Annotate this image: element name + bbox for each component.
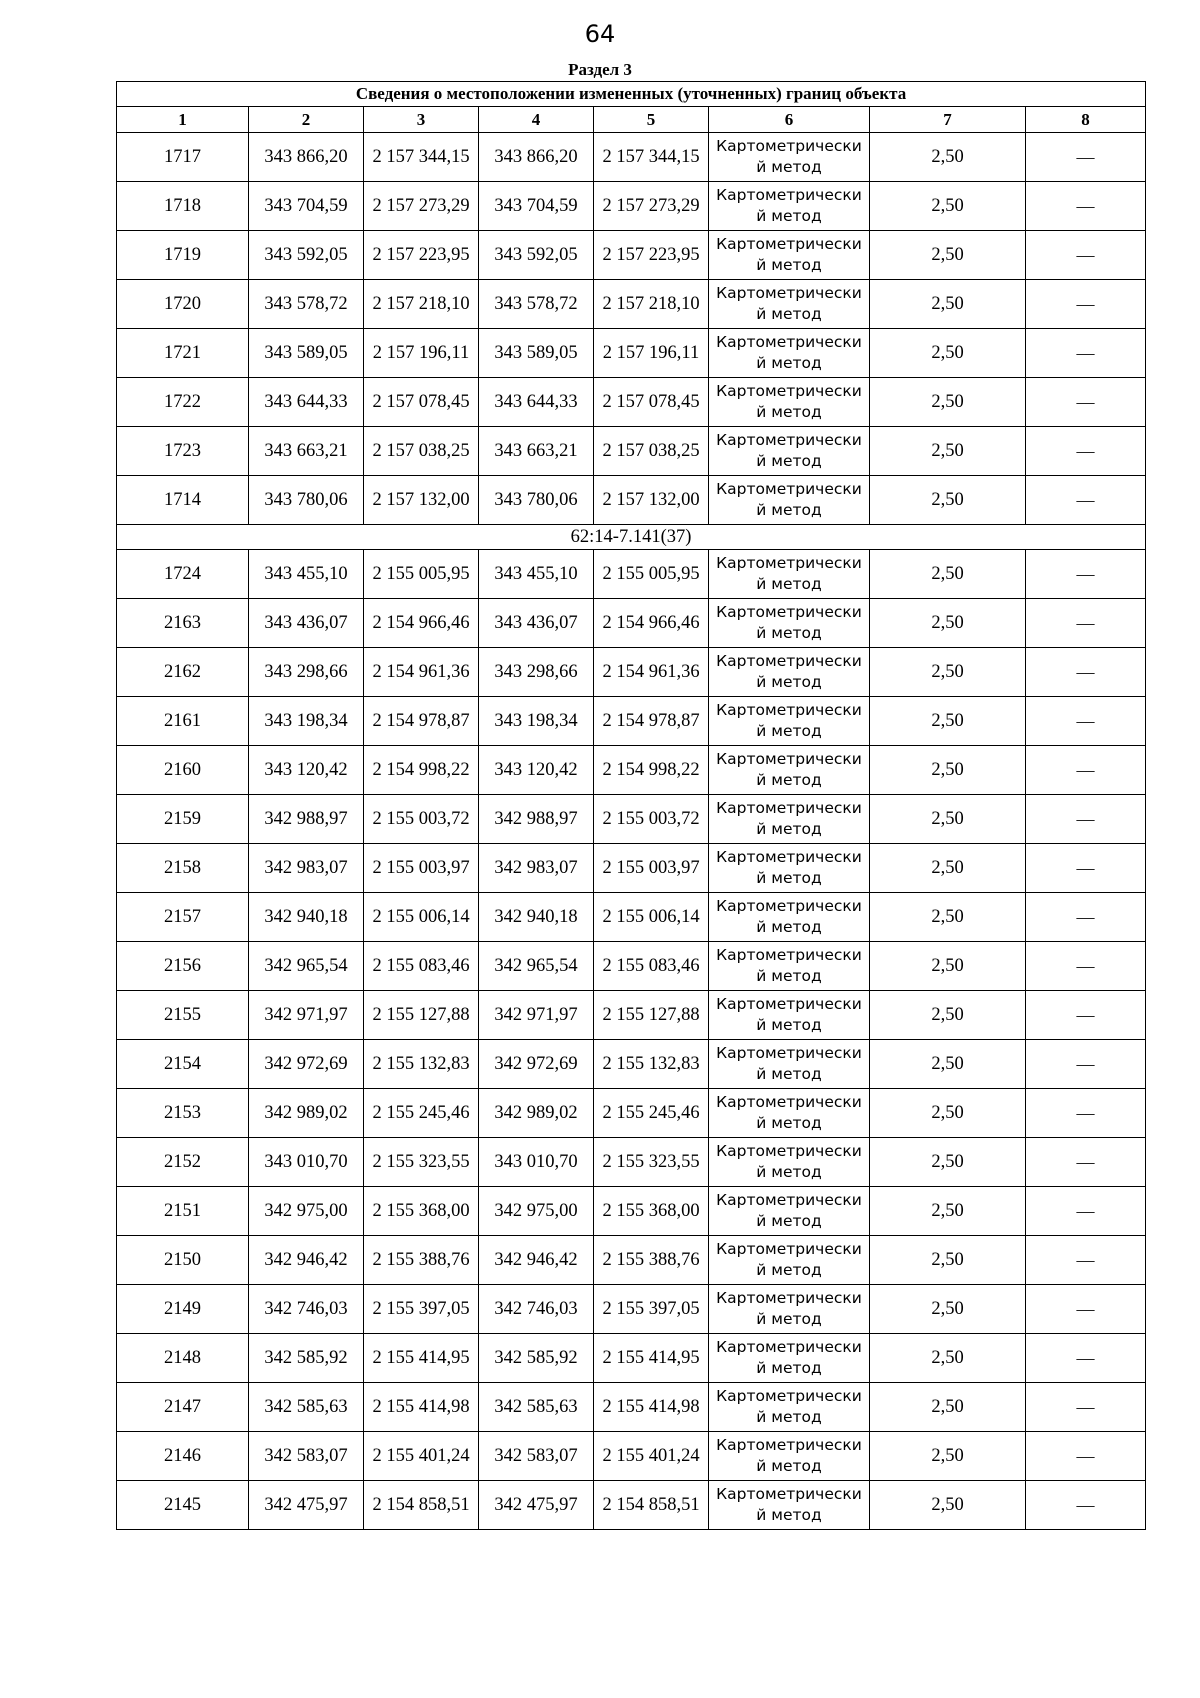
y-old-cell: 2 155 005,95 — [364, 550, 479, 599]
x-old-cell: 342 475,97 — [249, 1481, 364, 1530]
y-new-cell: 2 155 414,95 — [594, 1334, 709, 1383]
method-cell: Картометрически й метод — [709, 476, 870, 525]
y-new-cell: 2 157 218,10 — [594, 280, 709, 329]
point-number-cell: 1718 — [117, 182, 249, 231]
note-cell: — — [1026, 182, 1146, 231]
y-new-cell: 2 155 401,24 — [594, 1432, 709, 1481]
table-caption: Сведения о местоположении измененных (уточненных) границ объекта — [117, 82, 1146, 107]
x-new-cell: 342 946,42 — [479, 1236, 594, 1285]
accuracy-cell: 2,50 — [870, 1187, 1026, 1236]
column-header: 6 — [709, 107, 870, 133]
table-row — [117, 1285, 1146, 1334]
table-row — [117, 231, 1146, 280]
y-new-cell: 2 157 344,15 — [594, 133, 709, 182]
y-old-cell: 2 155 414,98 — [364, 1383, 479, 1432]
note-cell: — — [1026, 1383, 1146, 1432]
method-cell: Картометрически й метод — [709, 329, 870, 378]
table-row — [117, 1383, 1146, 1432]
table-row — [117, 1432, 1146, 1481]
note-cell: — — [1026, 329, 1146, 378]
x-old-cell: 342 975,00 — [249, 1187, 364, 1236]
x-new-cell: 342 583,07 — [479, 1432, 594, 1481]
x-new-cell: 343 198,34 — [479, 697, 594, 746]
x-new-cell: 342 971,97 — [479, 991, 594, 1040]
method-cell: Картометрически й метод — [709, 991, 870, 1040]
note-cell: — — [1026, 746, 1146, 795]
note-cell: — — [1026, 697, 1146, 746]
y-old-cell: 2 155 368,00 — [364, 1187, 479, 1236]
table-row — [117, 476, 1146, 525]
x-new-cell: 342 975,00 — [479, 1187, 594, 1236]
method-cell: Картометрически й метод — [709, 942, 870, 991]
point-number-cell: 1714 — [117, 476, 249, 525]
y-old-cell: 2 155 006,14 — [364, 893, 479, 942]
x-new-cell: 343 663,21 — [479, 427, 594, 476]
note-cell: — — [1026, 1236, 1146, 1285]
table-row — [117, 893, 1146, 942]
x-new-cell: 342 746,03 — [479, 1285, 594, 1334]
accuracy-cell: 2,50 — [870, 550, 1026, 599]
y-old-cell: 2 154 961,36 — [364, 648, 479, 697]
x-old-cell: 343 120,42 — [249, 746, 364, 795]
method-cell: Картометрически й метод — [709, 1285, 870, 1334]
accuracy-cell: 2,50 — [870, 280, 1026, 329]
note-cell: — — [1026, 1138, 1146, 1187]
x-old-cell: 342 585,63 — [249, 1383, 364, 1432]
x-old-cell: 343 704,59 — [249, 182, 364, 231]
y-old-cell: 2 155 323,55 — [364, 1138, 479, 1187]
method-cell: Картометрически й метод — [709, 280, 870, 329]
x-new-cell: 342 475,97 — [479, 1481, 594, 1530]
accuracy-cell: 2,50 — [870, 476, 1026, 525]
group-label-cell: 62:14-7.141(37) — [117, 525, 1146, 550]
accuracy-cell: 2,50 — [870, 329, 1026, 378]
y-old-cell: 2 155 388,76 — [364, 1236, 479, 1285]
y-new-cell: 2 155 003,97 — [594, 844, 709, 893]
x-old-cell: 342 583,07 — [249, 1432, 364, 1481]
point-number-cell: 2150 — [117, 1236, 249, 1285]
x-new-cell: 342 940,18 — [479, 893, 594, 942]
x-old-cell: 343 455,10 — [249, 550, 364, 599]
y-old-cell: 2 157 196,11 — [364, 329, 479, 378]
table-row — [117, 1138, 1146, 1187]
point-number-cell: 2161 — [117, 697, 249, 746]
table-row — [117, 697, 1146, 746]
x-new-cell: 343 644,33 — [479, 378, 594, 427]
y-new-cell: 2 157 038,25 — [594, 427, 709, 476]
y-old-cell: 2 154 858,51 — [364, 1481, 479, 1530]
y-old-cell: 2 154 998,22 — [364, 746, 479, 795]
x-new-cell: 343 436,07 — [479, 599, 594, 648]
table-row — [117, 795, 1146, 844]
y-new-cell: 2 155 127,88 — [594, 991, 709, 1040]
table-row — [117, 133, 1146, 182]
point-number-cell: 2163 — [117, 599, 249, 648]
method-cell: Картометрически й метод — [709, 893, 870, 942]
point-number-cell: 2156 — [117, 942, 249, 991]
x-old-cell: 342 989,02 — [249, 1089, 364, 1138]
y-new-cell: 2 155 083,46 — [594, 942, 709, 991]
x-new-cell: 342 972,69 — [479, 1040, 594, 1089]
accuracy-cell: 2,50 — [870, 1383, 1026, 1432]
x-new-cell: 343 589,05 — [479, 329, 594, 378]
method-cell: Картометрически й метод — [709, 1334, 870, 1383]
y-new-cell: 2 155 397,05 — [594, 1285, 709, 1334]
accuracy-cell: 2,50 — [870, 648, 1026, 697]
x-new-cell: 343 578,72 — [479, 280, 594, 329]
x-old-cell: 342 746,03 — [249, 1285, 364, 1334]
accuracy-cell: 2,50 — [870, 378, 1026, 427]
x-old-cell: 342 965,54 — [249, 942, 364, 991]
note-cell: — — [1026, 133, 1146, 182]
x-new-cell: 342 988,97 — [479, 795, 594, 844]
accuracy-cell: 2,50 — [870, 1481, 1026, 1530]
y-new-cell: 2 157 273,29 — [594, 182, 709, 231]
point-number-cell: 2152 — [117, 1138, 249, 1187]
y-new-cell: 2 154 858,51 — [594, 1481, 709, 1530]
y-new-cell: 2 155 005,95 — [594, 550, 709, 599]
table-row — [117, 329, 1146, 378]
note-cell: — — [1026, 280, 1146, 329]
x-new-cell: 343 455,10 — [479, 550, 594, 599]
table-row — [117, 1089, 1146, 1138]
note-cell: — — [1026, 1481, 1146, 1530]
note-cell: — — [1026, 893, 1146, 942]
note-cell: — — [1026, 1285, 1146, 1334]
point-number-cell: 2147 — [117, 1383, 249, 1432]
y-old-cell: 2 157 273,29 — [364, 182, 479, 231]
x-old-cell: 343 866,20 — [249, 133, 364, 182]
x-old-cell: 343 298,66 — [249, 648, 364, 697]
y-old-cell: 2 155 245,46 — [364, 1089, 479, 1138]
table-row — [117, 182, 1146, 231]
table-row — [117, 378, 1146, 427]
table-row — [117, 648, 1146, 697]
y-old-cell: 2 155 083,46 — [364, 942, 479, 991]
x-old-cell: 343 198,34 — [249, 697, 364, 746]
note-cell: — — [1026, 476, 1146, 525]
table-row — [117, 1040, 1146, 1089]
y-old-cell: 2 157 132,00 — [364, 476, 479, 525]
accuracy-cell: 2,50 — [870, 1040, 1026, 1089]
accuracy-cell: 2,50 — [870, 991, 1026, 1040]
x-new-cell: 343 866,20 — [479, 133, 594, 182]
x-old-cell: 343 010,70 — [249, 1138, 364, 1187]
note-cell: — — [1026, 1040, 1146, 1089]
y-old-cell: 2 155 401,24 — [364, 1432, 479, 1481]
y-new-cell: 2 155 323,55 — [594, 1138, 709, 1187]
y-new-cell: 2 154 966,46 — [594, 599, 709, 648]
point-number-cell: 2153 — [117, 1089, 249, 1138]
point-number-cell: 2148 — [117, 1334, 249, 1383]
method-cell: Картометрически й метод — [709, 427, 870, 476]
accuracy-cell: 2,50 — [870, 844, 1026, 893]
column-header: 5 — [594, 107, 709, 133]
point-number-cell: 2157 — [117, 893, 249, 942]
table-row — [117, 280, 1146, 329]
method-cell: Картометрически й метод — [709, 844, 870, 893]
note-cell: — — [1026, 844, 1146, 893]
y-new-cell: 2 157 223,95 — [594, 231, 709, 280]
point-number-cell: 1721 — [117, 329, 249, 378]
method-cell: Картометрически й метод — [709, 1236, 870, 1285]
column-header: 4 — [479, 107, 594, 133]
x-new-cell: 343 592,05 — [479, 231, 594, 280]
table-row — [117, 1236, 1146, 1285]
point-number-cell: 2160 — [117, 746, 249, 795]
column-header: 7 — [870, 107, 1026, 133]
y-old-cell: 2 155 003,72 — [364, 795, 479, 844]
method-cell: Картометрически й метод — [709, 550, 870, 599]
y-old-cell: 2 155 127,88 — [364, 991, 479, 1040]
table-row — [117, 1187, 1146, 1236]
x-old-cell: 342 946,42 — [249, 1236, 364, 1285]
point-number-cell: 2145 — [117, 1481, 249, 1530]
method-cell: Картометрически й метод — [709, 1383, 870, 1432]
note-cell: — — [1026, 231, 1146, 280]
point-number-cell: 2146 — [117, 1432, 249, 1481]
accuracy-cell: 2,50 — [870, 1089, 1026, 1138]
note-cell: — — [1026, 648, 1146, 697]
x-old-cell: 342 983,07 — [249, 844, 364, 893]
point-number-cell: 2159 — [117, 795, 249, 844]
column-header: 1 — [117, 107, 249, 133]
accuracy-cell: 2,50 — [870, 1285, 1026, 1334]
method-cell: Картометрически й метод — [709, 1138, 870, 1187]
table-row — [117, 844, 1146, 893]
point-number-cell: 1717 — [117, 133, 249, 182]
y-old-cell: 2 157 223,95 — [364, 231, 479, 280]
note-cell: — — [1026, 1187, 1146, 1236]
x-old-cell: 343 589,05 — [249, 329, 364, 378]
note-cell: — — [1026, 795, 1146, 844]
y-old-cell: 2 155 003,97 — [364, 844, 479, 893]
table-row — [117, 1481, 1146, 1530]
method-cell: Картометрически й метод — [709, 231, 870, 280]
x-old-cell: 342 972,69 — [249, 1040, 364, 1089]
y-old-cell: 2 157 038,25 — [364, 427, 479, 476]
note-cell: — — [1026, 991, 1146, 1040]
x-new-cell: 343 704,59 — [479, 182, 594, 231]
accuracy-cell: 2,50 — [870, 231, 1026, 280]
accuracy-cell: 2,50 — [870, 133, 1026, 182]
method-cell: Картометрически й метод — [709, 1089, 870, 1138]
point-number-cell: 2151 — [117, 1187, 249, 1236]
method-cell: Картометрически й метод — [709, 1481, 870, 1530]
method-cell: Картометрически й метод — [709, 648, 870, 697]
x-old-cell: 342 988,97 — [249, 795, 364, 844]
accuracy-cell: 2,50 — [870, 1138, 1026, 1187]
note-cell: — — [1026, 427, 1146, 476]
note-cell: — — [1026, 1334, 1146, 1383]
x-old-cell: 342 940,18 — [249, 893, 364, 942]
point-number-cell: 2149 — [117, 1285, 249, 1334]
column-header-row — [117, 107, 1146, 133]
note-cell: — — [1026, 599, 1146, 648]
accuracy-cell: 2,50 — [870, 599, 1026, 648]
y-new-cell: 2 155 006,14 — [594, 893, 709, 942]
accuracy-cell: 2,50 — [870, 942, 1026, 991]
point-number-cell: 2154 — [117, 1040, 249, 1089]
accuracy-cell: 2,50 — [870, 1236, 1026, 1285]
x-new-cell: 343 010,70 — [479, 1138, 594, 1187]
y-old-cell: 2 155 414,95 — [364, 1334, 479, 1383]
y-old-cell: 2 157 218,10 — [364, 280, 479, 329]
x-old-cell: 343 663,21 — [249, 427, 364, 476]
y-old-cell: 2 157 078,45 — [364, 378, 479, 427]
y-new-cell: 2 155 245,46 — [594, 1089, 709, 1138]
table-row — [117, 746, 1146, 795]
y-new-cell: 2 154 978,87 — [594, 697, 709, 746]
point-number-cell: 2162 — [117, 648, 249, 697]
method-cell: Картометрически й метод — [709, 795, 870, 844]
x-new-cell: 343 120,42 — [479, 746, 594, 795]
x-old-cell: 343 436,07 — [249, 599, 364, 648]
page-number: 64 — [584, 20, 616, 48]
method-cell: Картометрически й метод — [709, 1432, 870, 1481]
column-header: 8 — [1026, 107, 1146, 133]
x-new-cell: 342 989,02 — [479, 1089, 594, 1138]
y-new-cell: 2 155 388,76 — [594, 1236, 709, 1285]
table-body — [117, 133, 1146, 1530]
y-new-cell: 2 155 414,98 — [594, 1383, 709, 1432]
method-cell: Картометрически й метод — [709, 746, 870, 795]
x-new-cell: 342 585,63 — [479, 1383, 594, 1432]
point-number-cell: 2158 — [117, 844, 249, 893]
y-old-cell: 2 155 397,05 — [364, 1285, 479, 1334]
method-cell: Картометрически й метод — [709, 1187, 870, 1236]
point-number-cell: 1723 — [117, 427, 249, 476]
accuracy-cell: 2,50 — [870, 1432, 1026, 1481]
method-cell: Картометрически й метод — [709, 182, 870, 231]
accuracy-cell: 2,50 — [870, 1334, 1026, 1383]
y-new-cell: 2 155 132,83 — [594, 1040, 709, 1089]
column-header: 3 — [364, 107, 479, 133]
table-row — [117, 427, 1146, 476]
table-row — [117, 1334, 1146, 1383]
accuracy-cell: 2,50 — [870, 182, 1026, 231]
y-new-cell: 2 154 961,36 — [594, 648, 709, 697]
note-cell: — — [1026, 942, 1146, 991]
x-new-cell: 342 965,54 — [479, 942, 594, 991]
y-new-cell: 2 154 998,22 — [594, 746, 709, 795]
method-cell: Картометрически й метод — [709, 378, 870, 427]
y-old-cell: 2 154 978,87 — [364, 697, 479, 746]
x-old-cell: 343 644,33 — [249, 378, 364, 427]
y-old-cell: 2 157 344,15 — [364, 133, 479, 182]
table-row — [117, 550, 1146, 599]
table-group-row — [117, 525, 1146, 550]
x-new-cell: 342 983,07 — [479, 844, 594, 893]
note-cell: — — [1026, 1432, 1146, 1481]
accuracy-cell: 2,50 — [870, 427, 1026, 476]
x-old-cell: 342 971,97 — [249, 991, 364, 1040]
point-number-cell: 2155 — [117, 991, 249, 1040]
section-title: Раздел 3 — [568, 60, 632, 79]
method-cell: Картометрически й метод — [709, 697, 870, 746]
accuracy-cell: 2,50 — [870, 795, 1026, 844]
accuracy-cell: 2,50 — [870, 893, 1026, 942]
y-old-cell: 2 154 966,46 — [364, 599, 479, 648]
x-old-cell: 343 578,72 — [249, 280, 364, 329]
y-new-cell: 2 157 196,11 — [594, 329, 709, 378]
y-old-cell: 2 155 132,83 — [364, 1040, 479, 1089]
accuracy-cell: 2,50 — [870, 746, 1026, 795]
x-old-cell: 343 780,06 — [249, 476, 364, 525]
x-old-cell: 343 592,05 — [249, 231, 364, 280]
x-old-cell: 342 585,92 — [249, 1334, 364, 1383]
note-cell: — — [1026, 1089, 1146, 1138]
method-cell: Картометрически й метод — [709, 599, 870, 648]
point-number-cell: 1724 — [117, 550, 249, 599]
y-new-cell: 2 157 078,45 — [594, 378, 709, 427]
y-new-cell: 2 155 368,00 — [594, 1187, 709, 1236]
table-row — [117, 942, 1146, 991]
x-new-cell: 342 585,92 — [479, 1334, 594, 1383]
y-new-cell: 2 155 003,72 — [594, 795, 709, 844]
coordinates-table — [116, 81, 1146, 1530]
x-new-cell: 343 298,66 — [479, 648, 594, 697]
table-row — [117, 599, 1146, 648]
table-row — [117, 991, 1146, 1040]
method-cell: Картометрически й метод — [709, 1040, 870, 1089]
note-cell: — — [1026, 378, 1146, 427]
point-number-cell: 1722 — [117, 378, 249, 427]
y-new-cell: 2 157 132,00 — [594, 476, 709, 525]
point-number-cell: 1720 — [117, 280, 249, 329]
column-header: 2 — [249, 107, 364, 133]
accuracy-cell: 2,50 — [870, 697, 1026, 746]
point-number-cell: 1719 — [117, 231, 249, 280]
method-cell: Картометрически й метод — [709, 133, 870, 182]
x-new-cell: 343 780,06 — [479, 476, 594, 525]
note-cell: — — [1026, 550, 1146, 599]
